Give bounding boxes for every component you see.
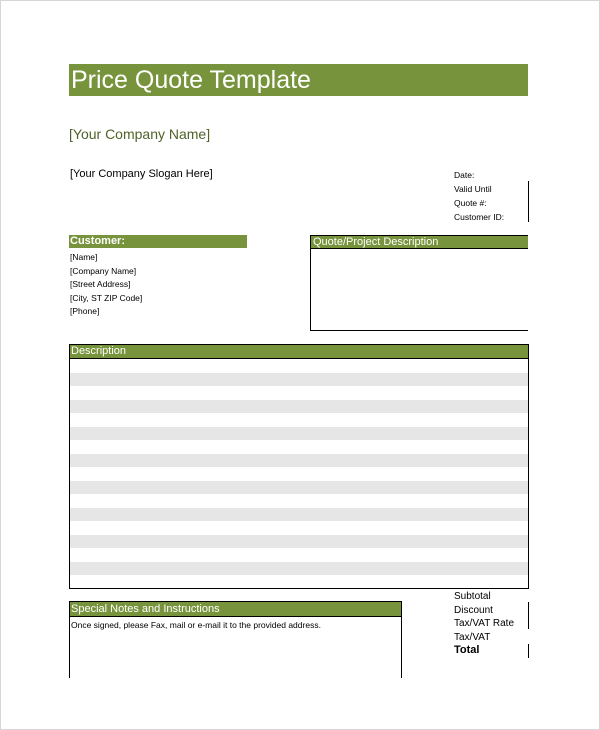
customer-header: Customer: bbox=[69, 235, 247, 248]
page-title: Price Quote Template bbox=[71, 66, 311, 94]
tax-rate-label: Tax/VAT Rate bbox=[454, 618, 515, 629]
date-label: Date: bbox=[454, 170, 475, 180]
table-row bbox=[70, 400, 528, 414]
company-name: [Your Company Name] bbox=[69, 126, 211, 142]
quote-description-header: Quote/Project Description bbox=[311, 236, 528, 249]
meta-divider bbox=[528, 181, 529, 222]
table-row bbox=[70, 508, 528, 522]
table-row bbox=[70, 521, 528, 535]
valid-until-label: Valid Until bbox=[454, 184, 492, 194]
table-row bbox=[70, 467, 528, 481]
table-row bbox=[70, 386, 528, 400]
table-row bbox=[70, 494, 528, 508]
quote-number-label: Quote #: bbox=[454, 198, 487, 208]
total-divider bbox=[528, 644, 529, 658]
tax-label: Tax/VAT bbox=[454, 631, 491, 643]
subtotal-label: Subtotal bbox=[454, 591, 491, 602]
table-row bbox=[70, 440, 528, 454]
total-label: Total bbox=[454, 644, 480, 656]
title-banner bbox=[69, 64, 528, 96]
table-row bbox=[70, 562, 528, 576]
table-row bbox=[70, 481, 528, 495]
special-notes-header: Special Notes and Instructions bbox=[70, 601, 401, 617]
customer-company: [Company Name] bbox=[70, 265, 137, 276]
table-row bbox=[70, 454, 528, 468]
customer-id-label: Customer ID: bbox=[454, 212, 505, 222]
totals-divider bbox=[528, 602, 529, 629]
discount-label: Discount bbox=[454, 604, 493, 616]
customer-city: [City, ST ZIP Code] bbox=[70, 292, 143, 303]
customer-phone: [Phone] bbox=[70, 306, 100, 316]
special-notes-box bbox=[69, 601, 402, 678]
customer-details bbox=[70, 251, 142, 319]
description-header: Description bbox=[70, 345, 528, 359]
table-row bbox=[70, 535, 528, 549]
company-slogan: [Your Company Slogan Here] bbox=[70, 168, 213, 180]
table-row bbox=[70, 359, 528, 373]
quote-meta bbox=[454, 168, 504, 224]
table-row bbox=[70, 548, 528, 562]
quote-description-box bbox=[310, 235, 528, 331]
table-row bbox=[70, 427, 528, 441]
customer-street: [Street Address] bbox=[70, 279, 131, 289]
totals-block bbox=[454, 590, 514, 658]
table-row bbox=[70, 575, 528, 589]
description-table bbox=[69, 344, 529, 589]
customer-name: [Name] bbox=[70, 252, 98, 262]
special-notes-text: Once signed, please Fax, mail or e-mail it to the provided address. bbox=[71, 620, 321, 630]
table-row bbox=[70, 413, 528, 427]
table-row bbox=[70, 373, 528, 387]
